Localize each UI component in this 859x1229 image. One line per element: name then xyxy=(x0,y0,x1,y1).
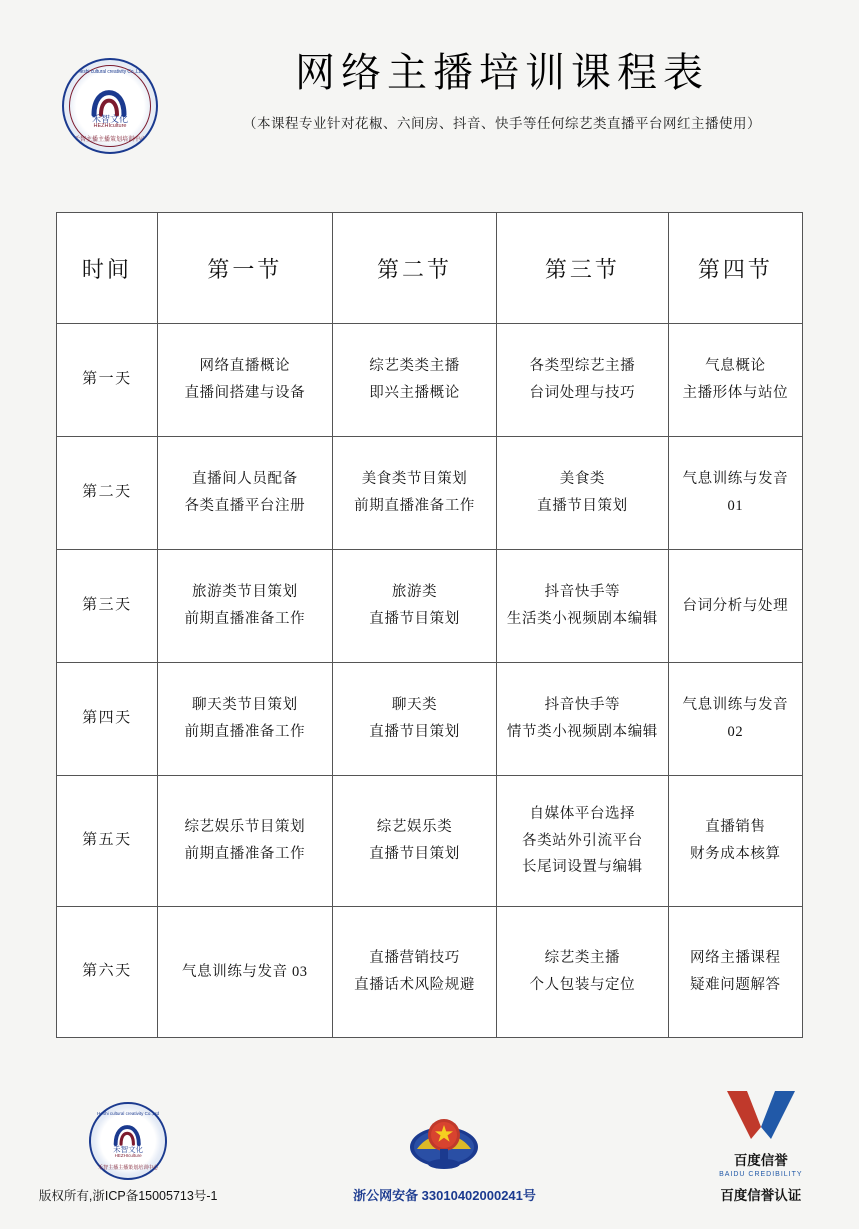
table-cell: 综艺类类主播 即兴主播概论 xyxy=(333,324,497,437)
table-cell: 聊天类节目策划 前期直播准备工作 xyxy=(157,663,332,776)
table-row xyxy=(57,907,803,1038)
table-cell: 网络直播概论 直播间搭建与设备 xyxy=(157,324,332,437)
page-subtitle: （本课程专业针对花椒、六间房、抖音、快手等任何综艺类直播平台网红主播使用） xyxy=(243,116,761,131)
day-label: 第三天 xyxy=(57,550,158,663)
table-row xyxy=(57,776,803,907)
table-cell: 直播销售 财务成本核算 xyxy=(668,776,802,907)
column-header-period-1: 第一节 xyxy=(157,213,332,324)
schedule-table xyxy=(56,212,803,1038)
logo-arc-top-text: Heshi cultural creativity Co.,Ltd xyxy=(97,1111,160,1116)
footer-badges xyxy=(0,1061,859,1204)
table-cell: 抖音快手等 情节类小视频剧本编辑 xyxy=(497,663,669,776)
title-block xyxy=(185,48,819,132)
table-cell: 综艺娱乐节目策划 前期直播准备工作 xyxy=(157,776,332,907)
day-label: 第四天 xyxy=(57,663,158,776)
logo-arc-top-text: Heshi cultural creativity Co.,Ltd xyxy=(77,69,143,75)
logo-name-en: HEZHIculture xyxy=(114,1153,142,1158)
table-cell: 直播间人员配备 各类直播平台注册 xyxy=(157,437,332,550)
table-cell: 旅游类 直播节目策划 xyxy=(333,550,497,663)
schedule-table-wrapper xyxy=(56,212,803,1038)
icp-license-text[interactable]: 版权所有,浙ICP备15005713号-1 xyxy=(38,1189,218,1203)
logo-name-cn: 禾智文化 xyxy=(113,1145,144,1154)
table-cell: 旅游类节目策划 前期直播准备工作 xyxy=(157,550,332,663)
day-label: 第六天 xyxy=(57,907,158,1038)
table-cell: 网络主播课程 疑难问题解答 xyxy=(668,907,802,1038)
baidu-credibility-subtitle: BAIDU CREDIBILITY xyxy=(719,1171,803,1178)
company-logo xyxy=(62,58,158,154)
table-row xyxy=(57,437,803,550)
table-cell: 气息训练与发音 01 xyxy=(668,437,802,550)
table-cell: 自媒体平台选择 各类站外引流平台 长尾词设置与编辑 xyxy=(497,776,669,907)
day-label: 第五天 xyxy=(57,776,158,907)
table-cell: 综艺类主播 个人包装与定位 xyxy=(497,907,669,1038)
table-cell: 气息训练与发音 02 xyxy=(668,663,802,776)
table-cell: 直播营销技巧 直播话术风险规避 xyxy=(333,907,497,1038)
table-header xyxy=(57,213,803,324)
baidu-credibility-certification-text[interactable]: 百度信誉认证 xyxy=(720,1188,802,1203)
badge-baidu-credibility xyxy=(663,1061,859,1204)
table-body xyxy=(57,324,803,1038)
column-header-period-4: 第四节 xyxy=(668,213,802,324)
logo-name-en: HEZHIculture xyxy=(93,123,127,129)
table-cell: 美食类节目策划 前期直播准备工作 xyxy=(333,437,497,550)
table-cell: 气息训练与发音 03 xyxy=(157,907,332,1038)
logo-arc-bottom-text: 禾智主播主播策划培训中心 xyxy=(98,1165,159,1171)
table-cell: 聊天类 直播节目策划 xyxy=(333,663,497,776)
day-label: 第二天 xyxy=(57,437,158,550)
company-seal-logo-icon xyxy=(30,1098,226,1180)
logo-name-cn: 禾智文化 xyxy=(91,114,128,124)
baidu-credibility-title: 百度信誉 xyxy=(733,1153,788,1168)
day-label: 第一天 xyxy=(57,324,158,437)
table-cell: 美食类 直播节目策划 xyxy=(497,437,669,550)
table-row xyxy=(57,324,803,437)
table-cell: 抖音快手等 生活类小视频剧本编辑 xyxy=(497,550,669,663)
column-header-period-3: 第三节 xyxy=(497,213,669,324)
document-header xyxy=(0,0,859,178)
logo-arc-bottom-text: 禾智主播主播策划培训中心 xyxy=(73,137,146,143)
badge-icp xyxy=(30,1098,226,1204)
table-header-row xyxy=(57,213,803,324)
table-cell: 各类型综艺主播 台词处理与技巧 xyxy=(497,324,669,437)
table-cell: 气息概论 主播形体与站位 xyxy=(668,324,802,437)
table-row xyxy=(57,550,803,663)
page-title: 网络主播培训课程表 xyxy=(295,50,709,95)
table-cell: 综艺娱乐类 直播节目策划 xyxy=(333,776,497,907)
column-header-period-2: 第二节 xyxy=(333,213,497,324)
baidu-credibility-icon xyxy=(663,1061,859,1143)
badge-public-security xyxy=(346,1097,542,1204)
column-header-time: 时间 xyxy=(57,213,158,324)
document-footer xyxy=(0,1061,859,1201)
table-cell: 台词分析与处理 xyxy=(668,550,802,663)
table-row xyxy=(57,663,803,776)
public-security-record-text[interactable]: 浙公网安备 33010402000241号 xyxy=(353,1188,536,1203)
police-emblem-icon xyxy=(346,1097,542,1179)
